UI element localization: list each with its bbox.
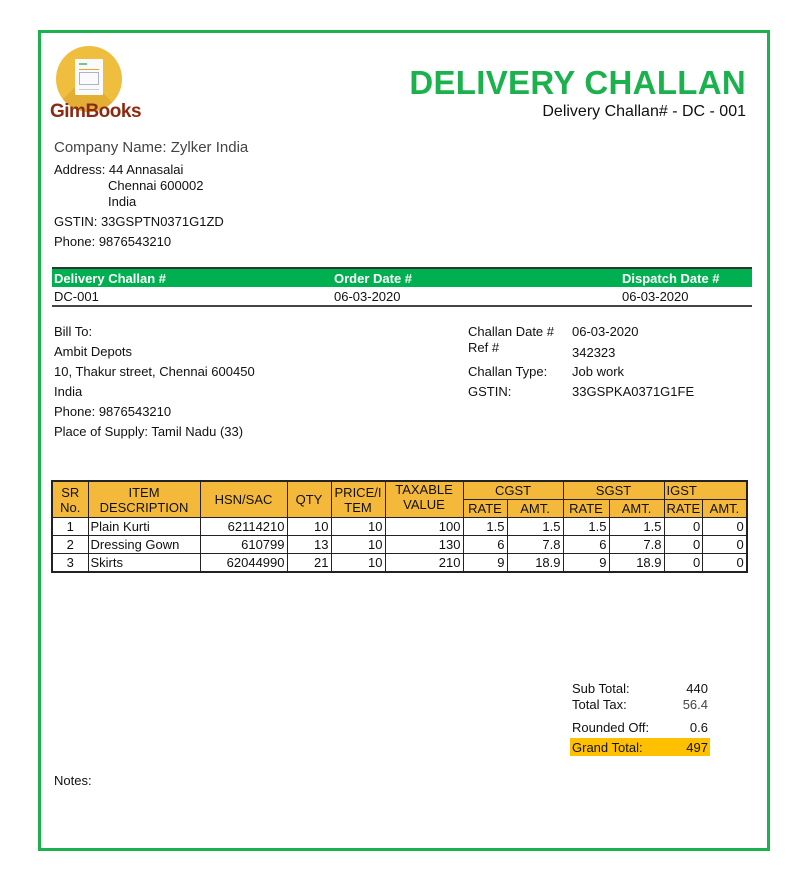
items-table <box>51 480 748 573</box>
company-address-line3: India <box>108 194 137 209</box>
col-header-cgst-amt: AMT. <box>507 500 563 518</box>
cell-sr: 3 <box>52 554 88 573</box>
cell-taxable: 130 <box>385 536 463 554</box>
cell-igst-rate: 0 <box>664 536 703 554</box>
cell-desc: Skirts <box>88 554 200 573</box>
bill-to-phone: Phone: 9876543210 <box>54 404 172 419</box>
cell-sgst-amt: 1.5 <box>609 518 664 536</box>
grand-total-value: 497 <box>686 740 708 755</box>
cell-sgst-amt: 18.9 <box>609 554 664 573</box>
brand-name: GimBooks <box>50 101 142 122</box>
cell-hsn: 62044990 <box>200 554 287 573</box>
table-row <box>52 536 747 554</box>
col-header-taxable: TAXABLE VALUE <box>385 481 463 518</box>
cell-hsn: 62114210 <box>200 518 287 536</box>
col-header-sgst: SGST <box>563 481 664 500</box>
cell-igst-amt: 0 <box>703 536 747 554</box>
ref-label: Ref # <box>468 340 500 355</box>
table-row <box>52 554 747 573</box>
cell-cgst-rate: 6 <box>463 536 507 554</box>
cell-igst-rate: 0 <box>664 554 703 573</box>
total-tax-label: Total Tax: <box>572 697 627 712</box>
cell-sgst-rate: 9 <box>563 554 609 573</box>
grand-total-label: Grand Total: <box>572 740 643 755</box>
cell-cgst-amt: 18.9 <box>507 554 563 573</box>
challan-type-label: Challan Type: <box>468 364 548 379</box>
col-header-sgst-rate: RATE <box>563 500 609 518</box>
cell-cgst-rate: 1.5 <box>463 518 507 536</box>
col-header-qty: QTY <box>287 481 331 518</box>
challan-date-value: 06-03-2020 <box>572 324 639 339</box>
cell-desc: Dressing Gown <box>88 536 200 554</box>
info-header-dispatch-date: Dispatch Date # <box>622 271 720 286</box>
col-header-igst: IGST <box>664 481 747 500</box>
cell-sgst-rate: 1.5 <box>563 518 609 536</box>
cell-price: 10 <box>331 554 385 573</box>
company-address-line2: Chennai 600002 <box>108 178 204 193</box>
col-header-price: PRICE/I TEM <box>331 481 385 518</box>
info-values-row <box>52 287 752 307</box>
cell-sr: 2 <box>52 536 88 554</box>
sub-total-label: Sub Total: <box>572 681 630 696</box>
cell-igst-amt: 0 <box>703 518 747 536</box>
cell-cgst-amt: 1.5 <box>507 518 563 536</box>
rounded-off-value: 0.6 <box>689 720 708 735</box>
cell-cgst-amt: 7.8 <box>507 536 563 554</box>
company-address-line1: Address: 44 Annasalai <box>54 162 184 177</box>
cell-sgst-amt: 7.8 <box>609 536 664 554</box>
cell-qty: 13 <box>287 536 331 554</box>
cell-desc: Plain Kurti <box>88 518 200 536</box>
info-value-dispatch-date: 06-03-2020 <box>622 289 689 304</box>
place-of-supply: Place of Supply: Tamil Nadu (33) <box>54 424 244 439</box>
bill-to-name: Ambit Depots <box>54 344 133 359</box>
table-row <box>52 518 747 536</box>
info-value-order-date: 06-03-2020 <box>334 289 401 304</box>
cell-sgst-rate: 6 <box>563 536 609 554</box>
col-header-igst-amt: AMT. <box>703 500 747 518</box>
ref-value: 342323 <box>572 345 616 360</box>
bill-to-label: Bill To: <box>54 324 93 339</box>
col-header-cgst-rate: RATE <box>463 500 507 518</box>
cell-igst-amt: 0 <box>703 554 747 573</box>
cell-igst-rate: 0 <box>664 518 703 536</box>
document-title: DELIVERY CHALLAN <box>409 64 746 101</box>
col-header-cgst: CGST <box>463 481 563 500</box>
notes-label: Notes: <box>54 773 92 788</box>
col-header-item: ITEM DESCRIPTION <box>88 481 200 518</box>
cell-taxable: 100 <box>385 518 463 536</box>
bill-to-country: India <box>54 384 83 399</box>
bill-to-address: 10, Thakur street, Chennai 600450 <box>54 364 255 379</box>
info-header-order-date: Order Date # <box>334 271 413 286</box>
company-name: Company Name: Zylker India <box>54 139 249 156</box>
col-header-sgst-amt: AMT. <box>609 500 664 518</box>
info-header-bar <box>52 267 752 287</box>
total-tax-value: 56.4 <box>682 697 708 712</box>
col-header-hsn: HSN/SAC <box>200 481 287 518</box>
info-header-challan: Delivery Challan # <box>54 271 166 286</box>
col-header-sr: SR No. <box>52 481 88 518</box>
customer-gstin-value: 33GSPKA0371G1FE <box>572 384 695 399</box>
company-phone: Phone: 9876543210 <box>54 234 172 249</box>
customer-gstin-label: GSTIN: <box>468 384 512 399</box>
challan-type-value: Job work <box>572 364 625 379</box>
challan-number: Delivery Challan# - DC - 001 <box>542 103 746 120</box>
cell-price: 10 <box>331 536 385 554</box>
cell-taxable: 210 <box>385 554 463 573</box>
col-header-igst-rate: RATE <box>664 500 703 518</box>
cell-cgst-rate: 9 <box>463 554 507 573</box>
cell-qty: 10 <box>287 518 331 536</box>
rounded-off-label: Rounded Off: <box>572 720 650 735</box>
company-gstin: GSTIN: 33GSPTN0371G1ZD <box>54 214 224 229</box>
cell-sr: 1 <box>52 518 88 536</box>
cell-price: 10 <box>331 518 385 536</box>
sub-total-value: 440 <box>686 681 708 696</box>
info-value-challan: DC-001 <box>54 289 99 304</box>
challan-date-label: Challan Date # <box>468 324 554 339</box>
cell-qty: 21 <box>287 554 331 573</box>
cell-hsn: 610799 <box>200 536 287 554</box>
